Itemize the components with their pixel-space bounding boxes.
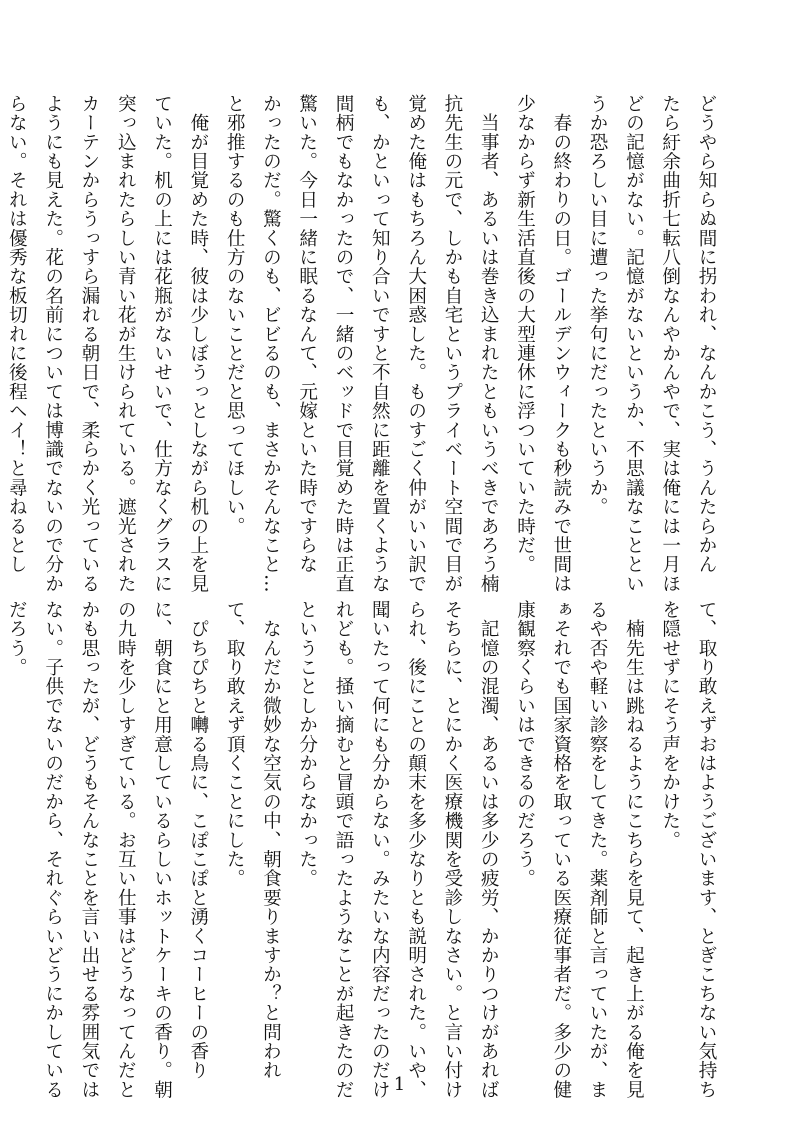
text-line: 驚いた。今日一緒に眠るなんて、元嫁といた時ですらな <box>296 94 318 574</box>
text-line: かも思ったが、どうもそんなことを言い出せる雰囲気では <box>78 600 100 1100</box>
text-line: 春の終わりの日。ゴールデンウィークも秒読みで世間は <box>550 94 572 594</box>
text-line: なんだか微妙な空気の中、朝食要りますか？と問われ <box>260 600 282 1080</box>
text-line: 間柄でもなかったので、一緒のベッドで目覚めた時は正直 <box>333 94 355 594</box>
text-line: 突っ込まれたらしい青い花が生けられている。遮光された <box>115 94 137 594</box>
text-line: うか恐ろしい目に遭った挙句にだったというか。 <box>587 94 609 517</box>
text-line: られ、後にことの顛末を多少なりとも説明された。いや、 <box>405 600 427 1100</box>
page-number: 1 <box>393 1074 406 1095</box>
text-line: ようにも見えた。花の名前については博識でないので分か <box>42 94 64 594</box>
text-line: らない。それは優秀な板切れに後程ヘイ！と尋ねるとし <box>6 94 28 574</box>
text-line: 聞いたって何にも分からない。みたいな内容だったのだけ <box>369 600 391 1100</box>
text-line: ぴちぴちと囀る鳥に、こぽこぽと湧くコーヒーの香り <box>187 600 209 1080</box>
text-line: 当事者、あるいは巻き込まれたともいうべきであろう楠 <box>478 94 500 594</box>
text-line: 覚めた俺はもちろん大困惑した。ものすごく仲がいい訳で <box>405 94 427 594</box>
text-line: と邪推するのも仕方のないことだと思ってほしい。 <box>224 94 246 536</box>
text-line: ていた。机の上には花瓶がないせいで、仕方なくグラスに <box>151 94 173 594</box>
text-line: そちらに、とにかく医療機関を受診しなさい。と言い付け <box>441 600 463 1100</box>
text-block-bottom <box>6 600 724 1100</box>
text-line: ぁそれでも国家資格を取っている医療従事者だ。多少の健 <box>550 600 572 1100</box>
text-line: 抗先生の元で、しかも自宅というプライベート空間で目が <box>441 94 463 594</box>
text-line: も、かといって知り合いですと不自然に距離を置くような <box>369 94 391 594</box>
text-line: たら紆余曲折七転八倒なんやかんやで、実は俺には一月ほ <box>659 94 681 594</box>
text-line: 康観察くらいはできるのだろう。 <box>514 600 536 888</box>
text-line: ということしか分からなかった。 <box>296 600 318 888</box>
text-block-top <box>6 94 724 594</box>
text-line: 俺が目覚めた時、彼は少しぼうっとしながら机の上を見 <box>187 94 209 594</box>
text-line: 少なからず新生活直後の大型連休に浮ついていた時だ。 <box>514 94 536 574</box>
text-line: カーテンからうっすら漏れる朝日で、柔らかく光っている <box>78 94 100 594</box>
text-line: どの記憶がない。記憶がないというか、不思議なこととい <box>623 94 645 594</box>
text-line: どうやら知らぬ間に拐われ、なんかこう、うんたらかん <box>696 94 717 574</box>
text-line: の九時を少しすぎている。お互い仕事はどうなってんだと <box>115 600 137 1100</box>
text-line: に、朝食にと用意しているらしいホットケーキの香り。朝 <box>151 600 173 1100</box>
text-line: かったのだ。驚くのも、ビビるのも、まさかそんなこと… <box>260 94 282 594</box>
text-line: を隠せずにそう声をかけた。 <box>659 600 681 850</box>
text-line: て、取り敢えず頂くことにした。 <box>224 600 246 888</box>
text-line: ない。子供でないのだから、それぐらいどうにかしている <box>42 600 64 1100</box>
text-line: だろう。 <box>6 600 28 677</box>
text-line: れども。掻い摘むと冒頭で語ったようなことが起きたのだ <box>333 600 355 1100</box>
text-line: て、取り敢えずおはようございます、とぎこちない気持ち <box>696 600 717 1100</box>
text-line: るや否や軽い診察をしてきた。薬剤師と言っていたが、ま <box>587 600 609 1100</box>
text-line: 記憶の混濁、あるいは多少の疲労、かかりつけがあれば <box>478 600 500 1100</box>
text-line: 楠先生は跳ねるようにこちらを見て、起き上がる俺を見 <box>623 600 645 1100</box>
